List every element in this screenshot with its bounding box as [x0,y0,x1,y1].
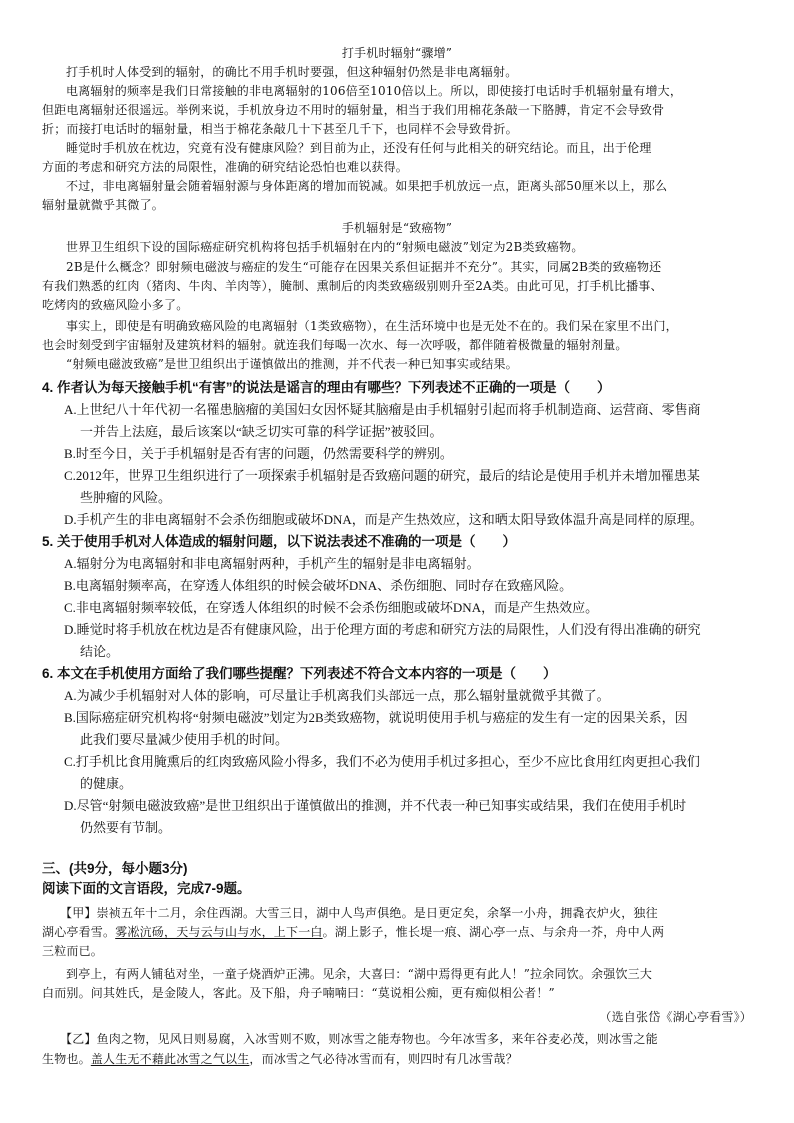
q4-option-c: C.2012年，世界卫生组织进行了一项探索手机辐射是否致癌问题的研究，最后的结论是使用手机并未增加罹患某 [64,468,700,483]
yi-text: ，而冰雪之气必待冰雪而有，则四时有几冰雪哉？ [249,1052,518,1066]
paragraph-line: 打手机时人体受到的辐射，的确比不用手机时要强，但这种辐射仍然是非电离辐射。 [66,65,518,79]
question-4-stem: 4. 作者认为每天接触手机“有害”的说法是谣言的理由有哪些？下列表述不正确的一项是（ ） [42,380,611,395]
paragraph-line: 睡觉时手机放在枕边，究竟有没有健康风险？到目前为止，还没有任何与此相关的研究结论。而且，出于伦理 [66,141,652,155]
q4-option-d: D.手机产生的非电离辐射不会杀伤细胞或破坏DNA，而是产生热效应，这和晒太阳导致体温升高是同样的原理。 [64,512,703,527]
paragraph-line: 辐射量就微乎其微了。 [42,198,165,212]
q4-option-a: A.上世纪八十年代初一名罹患脑瘤的美国妇女因怀疑其脑瘤是由手机辐射引起而将手机制造商、运营商、零售商 [64,402,701,417]
q6-option-c-cont: 的健康。 [80,776,133,791]
q6-option-b-cont: 此我们要尽量减少使用手机的时间。 [80,732,289,747]
question-6-stem: 6. 本文在手机使用方面给了我们哪些提醒？下列表述不符合文本内容的一项是（ ） [42,666,557,681]
paragraph-line: 电离辐射的频率是我们日常接触的非电离辐射的106倍至1010倍以上。所以，即使接打电话时手机辐射量有增大， [66,84,683,98]
q4-option-b: B.时至今日，关于手机辐射是否有害的问题，仍然需要科学的辨别。 [64,446,453,461]
question-5-stem: 5. 关于使用手机对人体造成的辐射问题，以下说法表述不准确的一项是（ ） [42,534,517,549]
q5-option-b: B.电离辐射频率高，在穿透人体组织的时候会破坏DNA、杀伤细胞、同时存在致癌风险。 [64,578,573,593]
paragraph-line: 有我们熟悉的红肉（猪肉、牛肉、羊肉等），腌制、熏制后的肉类致癌级别则升至2A类。由此可见，打手机比播事、 [42,279,663,293]
q5-option-d-cont: 结论。 [80,644,120,659]
q6-option-b: B.国际癌症研究机构将“射频电磁波”划定为2B类致癌物，就说明使用手机与癌症的发生有一定的因果关系，因 [64,710,688,725]
paragraph-line: 2B是什么概念？即射频电磁波与癌症的发生“可能存在因果关系但证据并不充分”。其实，同属2B类的致癌物还 [66,260,662,274]
jia-line [42,923,664,941]
paragraph-line: 也会时刻受到宇宙辐射及建筑材料的辐射。就连我们每喝一次水、每一次呼吸，都伴随着极微量的辐射剂量。 [42,338,628,352]
paragraph-line: 不过，非电离辐射量会随着辐射源与身体距离的增加而锐减。如果把手机放远一点，距离头部50厘米以上，那么 [66,179,668,193]
passage-heading-1: 打手机时辐射“骤增” [341,46,453,60]
paragraph-line: 折；而接打电话时的辐射量，相当于棉花条敲几十下甚至几千下，也同样不会导致骨折。 [42,122,518,136]
q6-option-d: D.尽管“射频电磁波致癌”是世卫组织出于谨慎做出的推测，并不代表一种已知事实或结果，我们在使用手机时 [64,798,687,813]
section-3-instruction: 阅读下面的文言语段，完成7-9题。 [42,881,251,896]
paragraph-line: 吃烤肉的致癌风险小多了。 [42,298,189,312]
yi-line [42,1050,518,1068]
q6-option-a: A.为减少手机辐射对人体的影响，可尽量让手机离我们头部远一点，那么辐射量就微乎其微了。 [64,688,610,703]
jia-text: 。湖上影子，惟长堤一痕、湖心亭一点、与余舟一芥，舟中人两 [322,925,665,939]
q6-option-c: C.打手机比食用腌熏后的红肉致癌风险小得多，我们不必为使用手机过多担心，至少不应比食用红肉更担心我们 [64,754,700,769]
paragraph-line: 但距电离辐射还很遥远。举例来说，手机放身边不用时的辐射量，相当于我们用棉花条敲一下胳膊，肯定不会导致骨 [42,103,665,117]
q5-option-a: A.辐射分为电离辐射和非电离辐射两种，手机产生的辐射是非电离辐射。 [64,556,480,571]
paragraph-line: 事实上，即使是有明确致癌风险的电离辐射（1类致癌物），在生活环境中也是无处不在的。我们呆在家里不出门， [66,319,678,333]
paragraph-line: 世界卫生组织下设的国际癌症研究机构将包括手机辐射在内的“射频电磁波”划定为2B类致癌物。 [66,240,584,254]
yi-line: 【乙】鱼肉之物，见风日则易腐，入冰雪则不败，则冰雪之能寿物也。今年冰雪多，来年谷麦必茂，则冰雪之能 [60,1032,658,1046]
q4-option-c-cont: 些肿瘤的风险。 [80,490,172,505]
yi-text: 生物也。 [42,1052,91,1066]
source-citation: （选自张岱《湖心亭看雪》） [599,1010,752,1024]
jia-line: 白而别。问其姓氏，是金陵人，客此。及下船，舟子喃喃曰：“莫说相公痴，更有痴似相公者！” [42,986,555,1000]
jia-text: 湖心亭看雪。 [42,925,116,939]
jia-line: 到亭上，有两人铺毡对坐，一童子烧酒炉正沸。见余，大喜曰：“湖中焉得更有此人！”拉余同饮。余强饮三大 [66,967,653,981]
paragraph-line: “射频电磁波致癌”是世卫组织出于谨慎做出的推测，并不代表一种已知事实或结果。 [66,357,518,371]
q5-option-d: D.睡觉时将手机放在枕边是否有健康风险，出于伦理方面的考虑和研究方法的局限性，人们没有得出准确的研究 [64,622,701,637]
q4-option-a-cont: 一并告上法庭，最后该案以“缺乏切实可靠的科学证据”被驳回。 [80,424,443,439]
q5-option-c: C.非电离辐射频率较低，在穿透人体组织的时候不会杀伤细胞或破坏DNA，而是产生热效应。 [64,600,599,615]
jia-line: 三粒而已。 [42,944,104,958]
q6-option-d-cont: 仍然要有节制。 [80,820,172,835]
paragraph-line: 方面的考虑和研究方法的局限性，准确的研究结论恐怕也难以获得。 [42,160,409,174]
jia-underlined-sentence: 雾凇沆砀，天与云与山与水，上下一白 [115,925,323,939]
jia-line: 【甲】崇祯五年十二月，余住西湖。大雪三日，湖中人鸟声俱绝。是日更定矣，余拏一小舟，拥毳衣炉火，独往 [60,906,658,920]
section-3-title: 三、(共9分，每小题3分) [42,861,188,876]
yi-underlined-sentence: 盖人生无不藉此冰雪之气以生 [90,1052,250,1066]
passage-heading-2: 手机辐射是“致癌物” [341,221,453,235]
